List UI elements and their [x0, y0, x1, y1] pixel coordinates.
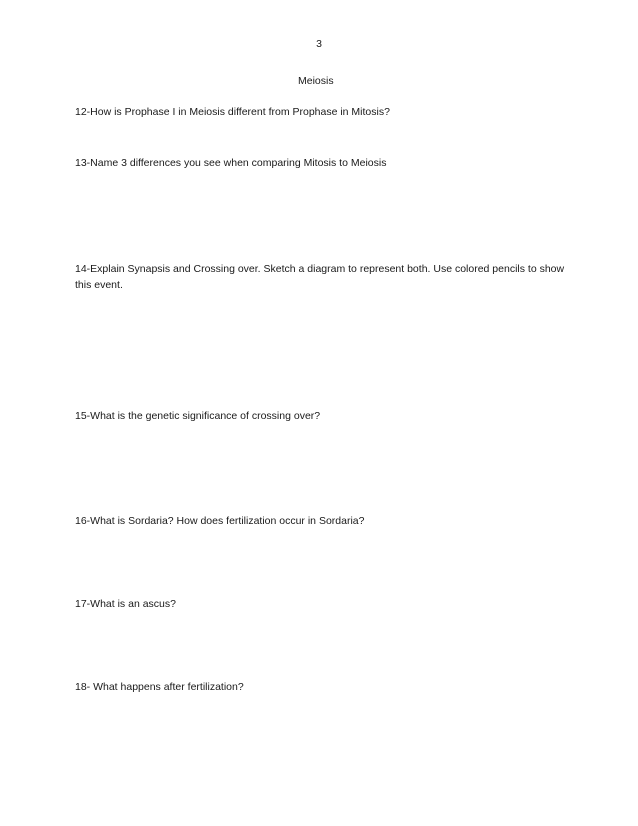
question-18: 18- What happens after fertilization? [75, 681, 244, 693]
question-14: 14-Explain Synapsis and Crossing over. Sketch a diagram to represent both. Use colored pencils to show this event. [75, 263, 565, 292]
question-13: 13-Name 3 differences you see when comparing Mitosis to Meiosis [75, 157, 387, 169]
question-12: 12-How is Prophase I in Meiosis different from Prophase in Mitosis? [75, 106, 390, 118]
page-number: 3 [316, 38, 322, 50]
question-15: 15-What is the genetic significance of crossing over? [75, 410, 321, 422]
question-17: 17-What is an ascus? [75, 598, 176, 610]
question-16: 16-What is Sordaria? How does fertilization occur in Sordaria? [75, 515, 365, 527]
page-title: Meiosis [298, 75, 334, 87]
